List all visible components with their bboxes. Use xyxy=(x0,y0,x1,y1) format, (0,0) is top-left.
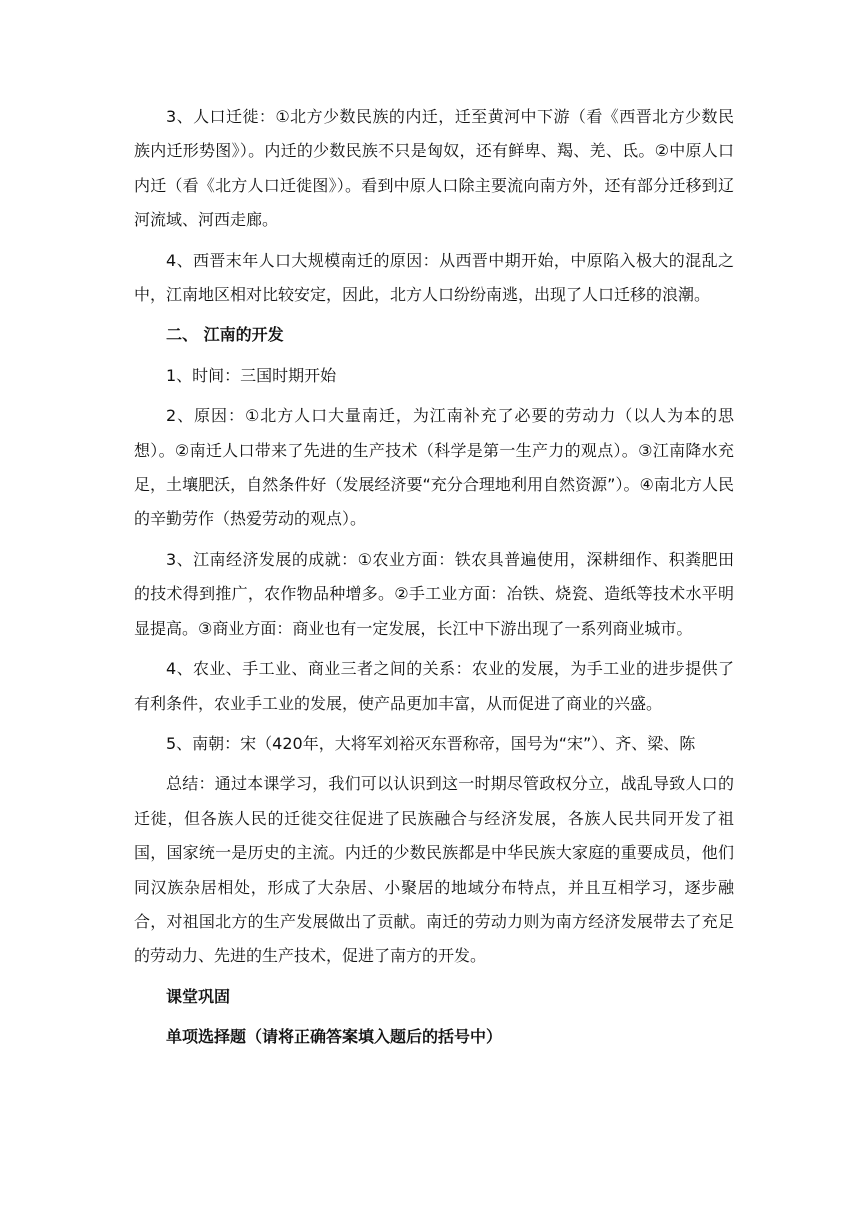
paragraph-relationship: 4、农业、手工业、商业三者之间的关系：农业的发展，为手工业的进步提供了有利条件，农业手工业的发展，使产品更加丰富，从而促进了商业的兴盛。 xyxy=(134,659,734,713)
paragraph-summary: 总结：通过本课学习，我们可以认识到这一时期尽管政权分立，战乱导致人口的迁徙，但各族人民的迁徙交往促进了民族融合与经济发展，各族人民共同开发了祖国，国家统一是历史的主流。内迁的少数民族都是中华民族大家庭的重要成员，他们同汉族杂居相处，形成了大杂居、小聚居的地域分布特点，并且互相学习，逐步融合，对祖国北方的生产发展做出了贡献。南迁的劳动力则为南方经济发展带去了充足的劳动力、先进的生产技术，促进了南方的开发。 xyxy=(134,774,734,966)
paragraph-southern-dynasties: 5、南朝：宋（420年，大将军刘裕灭东晋称帝，国号为“宋”）、齐、梁、陈 xyxy=(166,733,696,753)
document-page xyxy=(134,100,734,1061)
paragraph-southward-migration-reason: 4、西晋末年人口大规模南迁的原因：从西晋中期开始，中原陷入极大的混乱之中，江南地区相对比较安定，因此，北方人口纷纷南逃，出现了人口迁移的浪潮。 xyxy=(134,250,734,305)
paragraph-population-migration: 3、人口迁徙：①北方少数民族的内迁，迁至黄河中下游（看《西晋北方少数民族内迁形势图》）。内迁的少数民族不只是匈奴，还有鲜卑、羯、羌、氐。②中原人口内迁（看《北方人口迁徙图》）。看到中原人口除主要流向南方外，还有部分迁移到辽河流域、河西走廊。 xyxy=(134,107,734,230)
heading-class-review: 课堂巩固 xyxy=(166,986,231,1006)
heading-multiple-choice: 单项选择题（请将正确答案填入题后的括号中） xyxy=(166,1027,503,1047)
paragraph-achievements: 3、江南经济发展的成就：①农业方面：铁农具普遍使用，深耕细作、积粪肥田的技术得到推广，农作物品种增多。②手工业方面：冶铁、烧瓷、造纸等技术水平明显提高。③商业方面：商业也有一定发展，长江中下游出现了一系列商业城市。 xyxy=(134,549,734,638)
paragraph-reasons: 2、原因：①北方人口大量南迁，为江南补充了必要的劳动力（以人为本的思想）。②南迁人口带来了先进的生产技术（科学是第一生产力的观点）。③江南降水充足，土壤肥沃，自然条件好（发展经济要“充分合理地利用自然资源”）。④南北方人民的辛勤劳作（热爱劳动的观点）。 xyxy=(134,406,734,529)
section-heading-jiangnan-development: 二、 江南的开发 xyxy=(166,325,284,345)
paragraph-time: 1、时间：三国时期开始 xyxy=(166,365,337,385)
